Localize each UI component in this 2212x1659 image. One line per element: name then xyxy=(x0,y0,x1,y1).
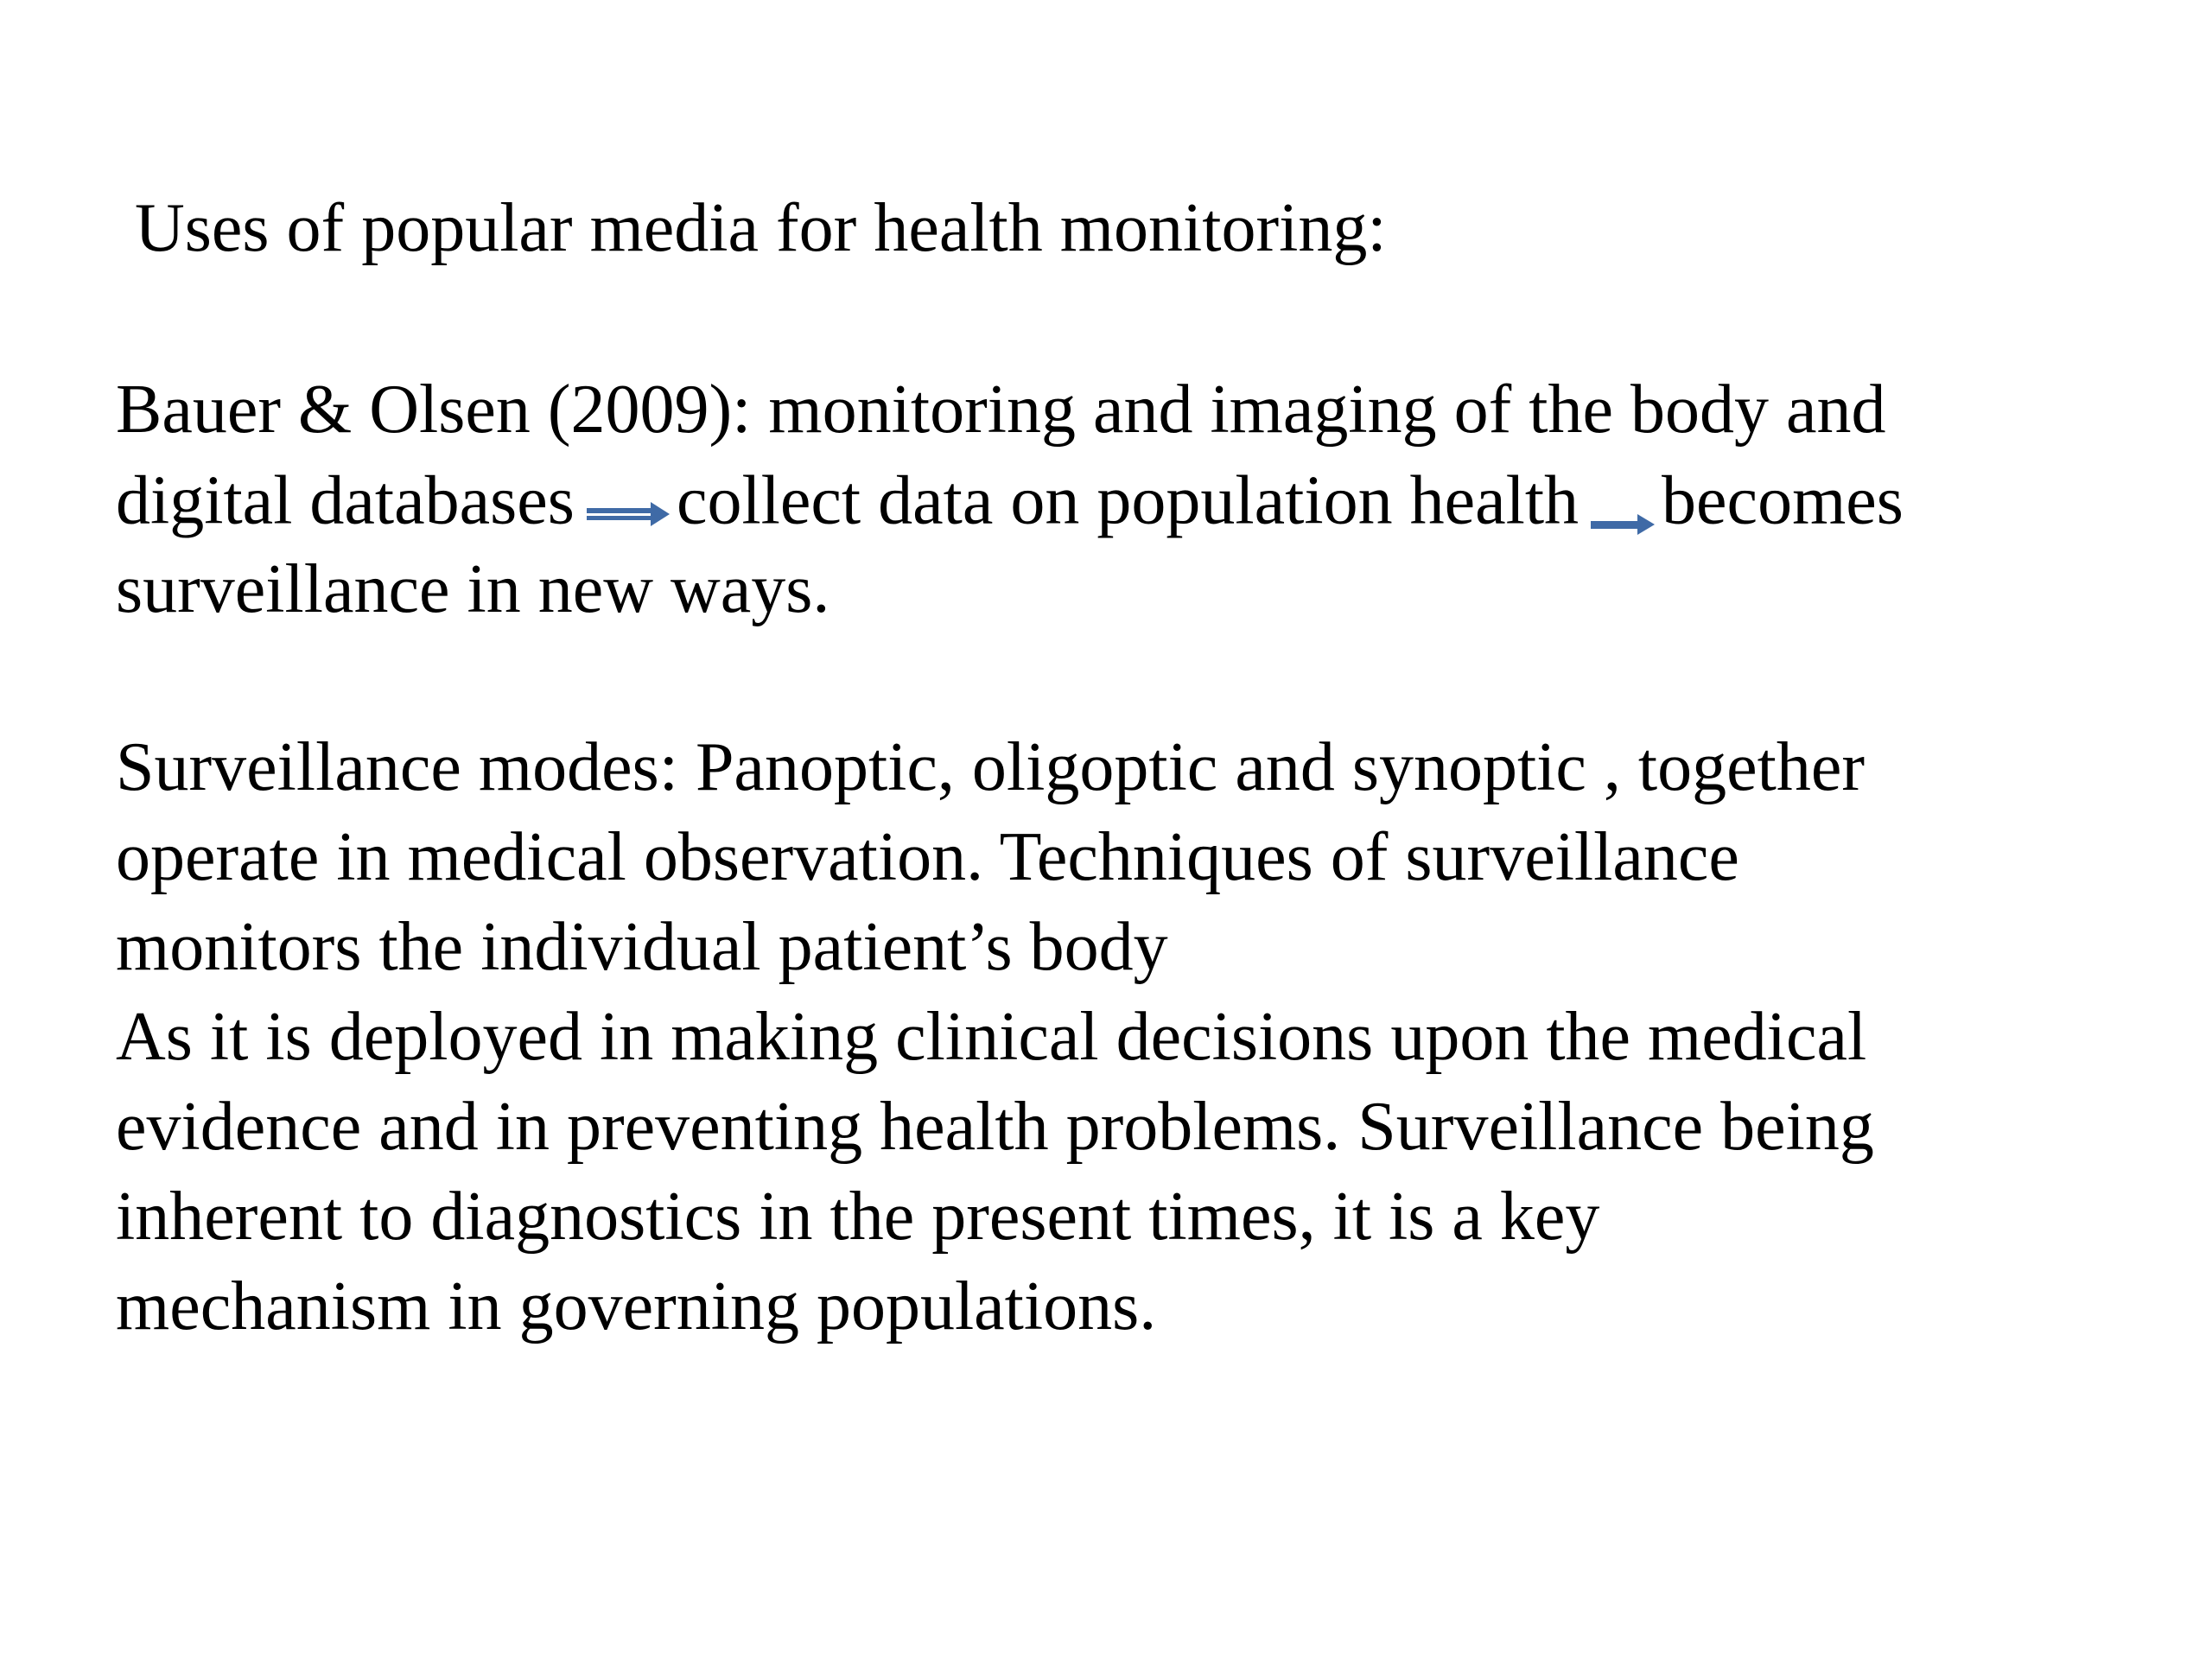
slide-heading: Uses of popular media for health monitoring: xyxy=(135,190,1387,266)
paragraph1-line2-part1: digital databases xyxy=(116,462,575,539)
paragraph1-line2-part2: collect data on population health xyxy=(676,462,1580,539)
paragraph2-line3: monitors the individual patient’s body xyxy=(116,909,1168,985)
paragraph1-line3: surveillance in new ways. xyxy=(116,551,830,627)
right-arrow-icon xyxy=(587,473,670,542)
paragraph2-line4: As it is deployed in making clinical decisions upon the medical xyxy=(116,999,1867,1075)
paragraph2-line5: evidence and in preventing health problems. Surveillance being xyxy=(116,1089,1874,1165)
paragraph2-line1: Surveillance modes: Panoptic, oligoptic and synoptic , together xyxy=(116,729,1866,805)
paragraph2-line7: mechanism in governing populations. xyxy=(116,1268,1157,1344)
paragraph2-line2: operate in medical observation. Techniques of surveillance xyxy=(116,819,1739,895)
right-arrow-icon xyxy=(1591,480,1655,550)
paragraph1-line1: Bauer & Olsen (2009): monitoring and imaging of the body and xyxy=(116,372,1886,448)
paragraph1-line2-part3: becomes xyxy=(1662,462,1904,539)
paragraph2-line6: inherent to diagnostics in the present times, it is a key xyxy=(116,1179,1600,1255)
paragraph1-line2 xyxy=(116,462,1904,550)
